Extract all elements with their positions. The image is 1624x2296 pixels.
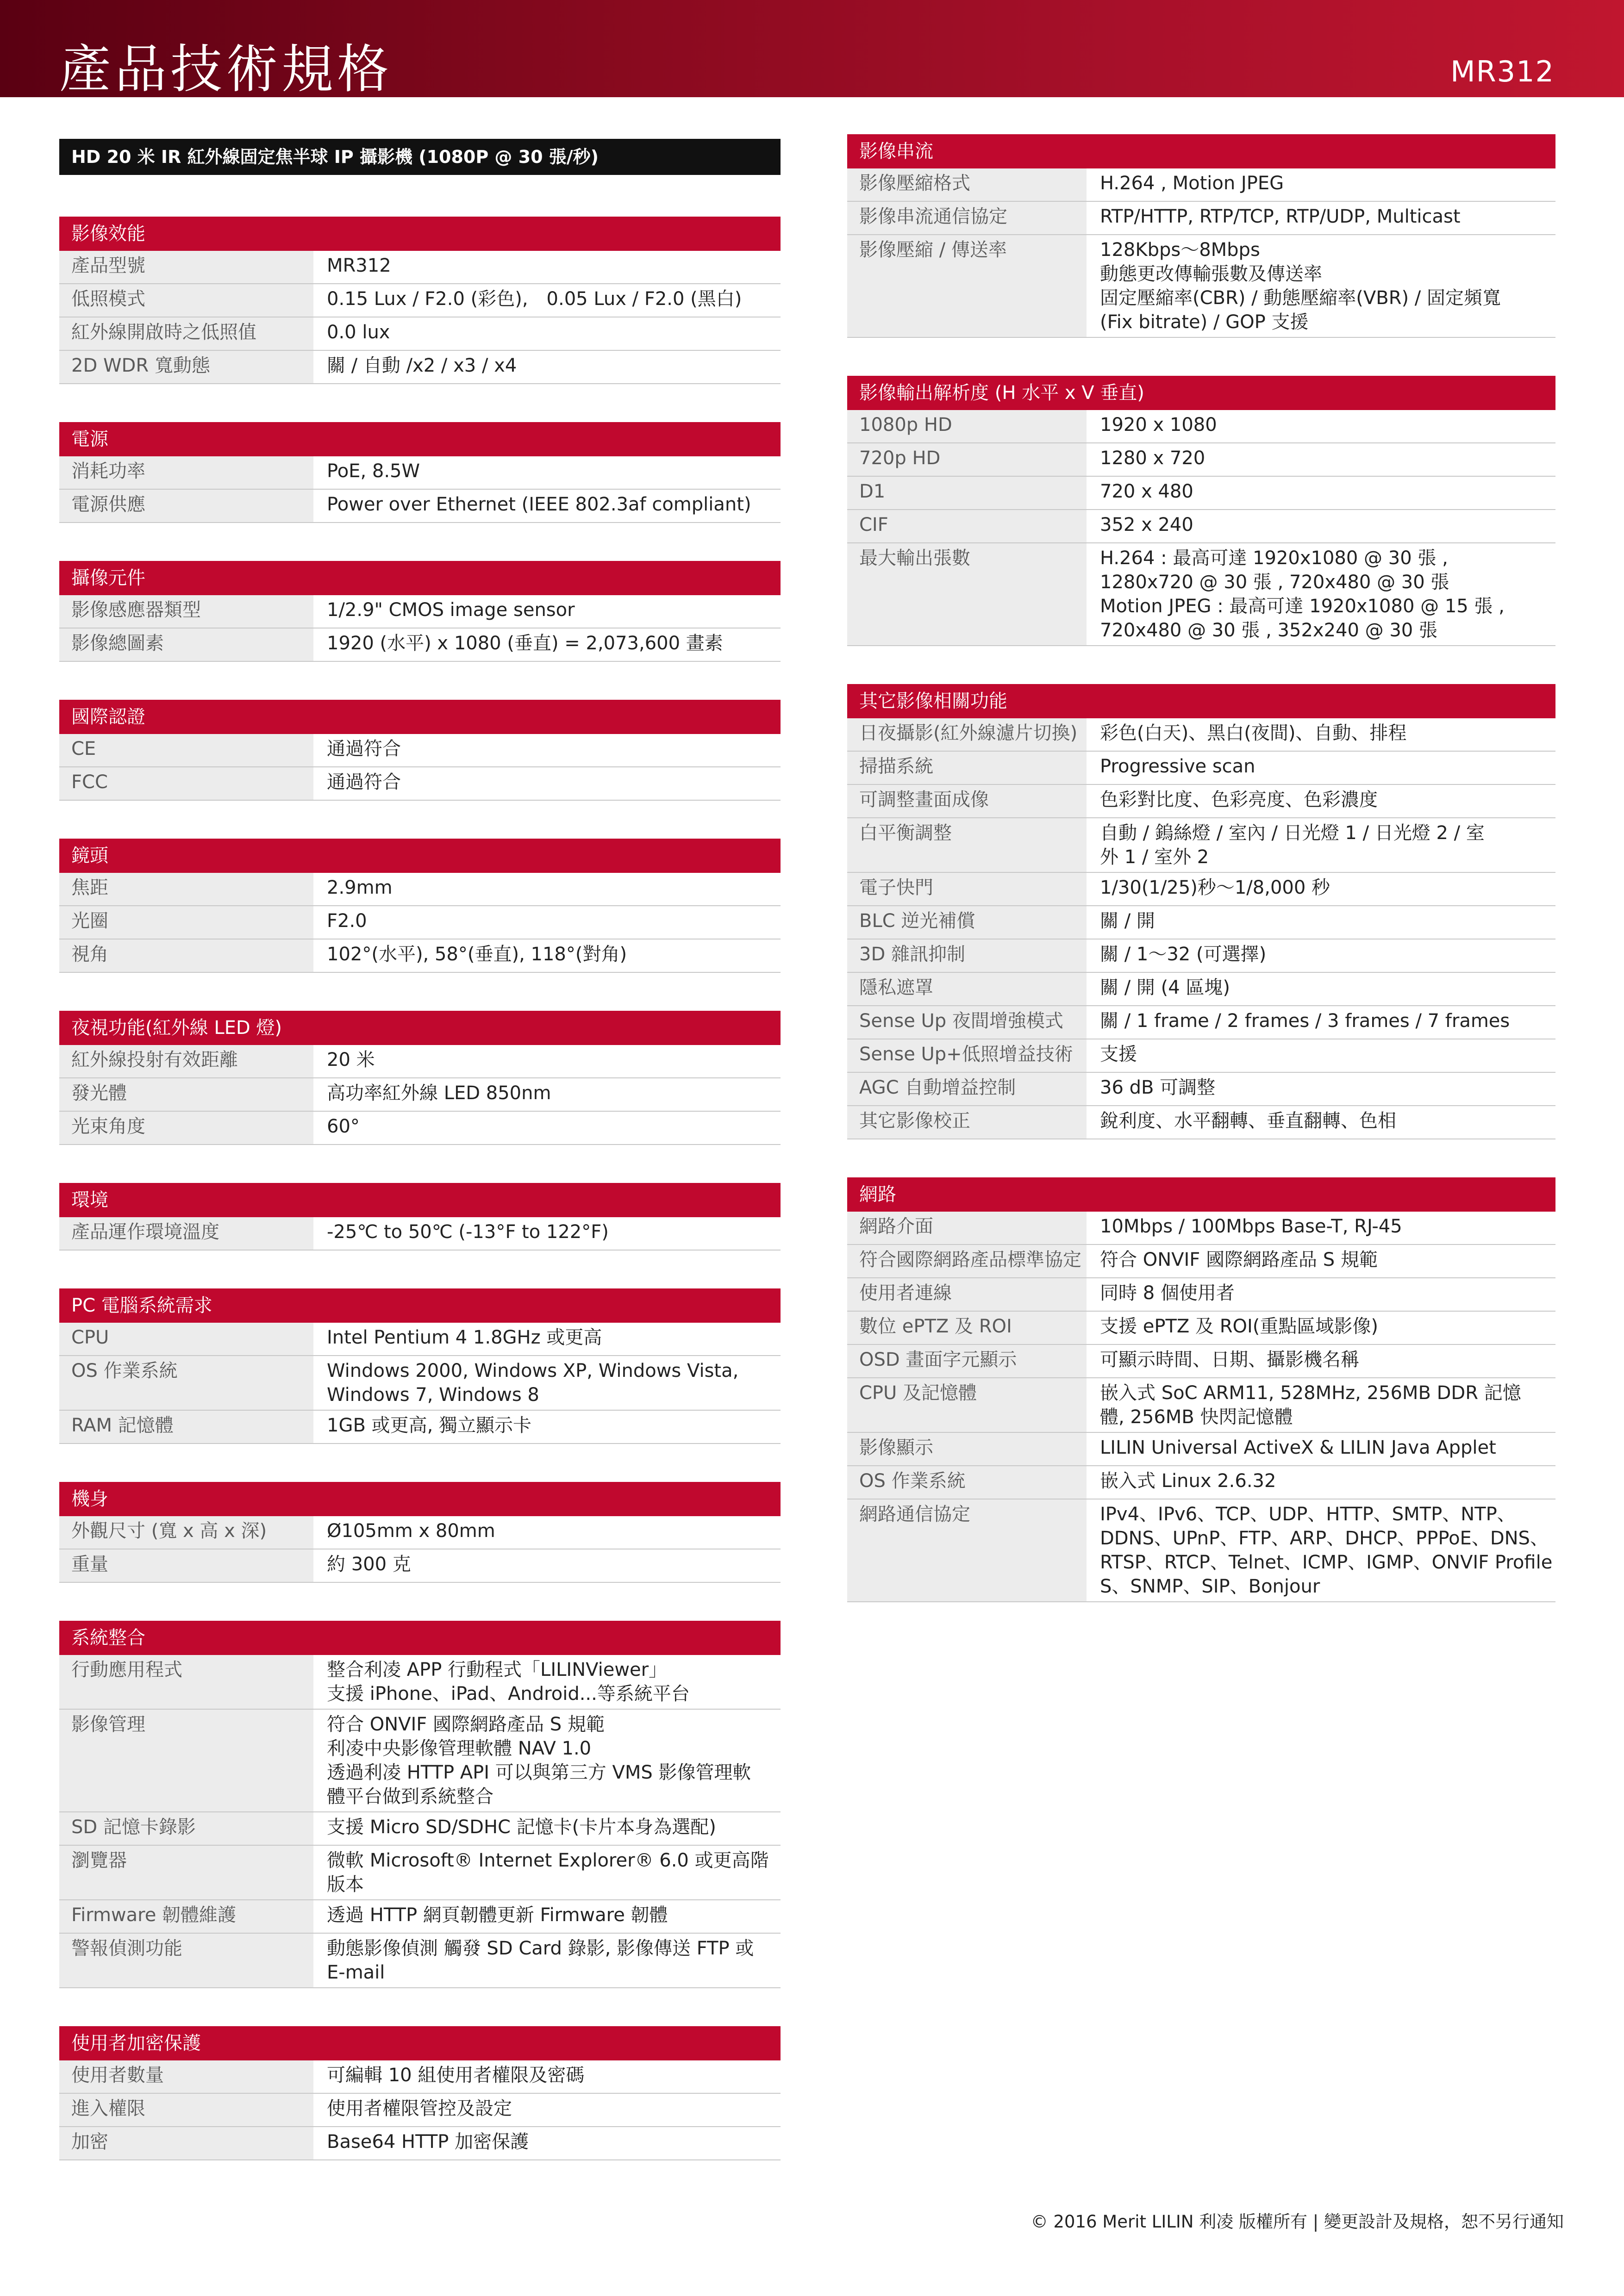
spec-section <box>59 1482 781 1583</box>
spec-label: Sense Up 夜間增強模式 <box>847 1006 1088 1039</box>
spec-label: FCC <box>59 767 315 800</box>
spec-label: 影像壓縮 / 傳送率 <box>847 235 1088 337</box>
spec-label: 加密 <box>59 2127 315 2159</box>
spec-value: 可編輯 10 組使用者權限及密碼 <box>327 2065 585 2086</box>
spec-row <box>59 1900 781 1934</box>
left-column <box>59 139 781 2198</box>
spec-row <box>59 1356 781 1411</box>
spec-label: 行動應用程式 <box>59 1655 315 1709</box>
spec-value: 使用者權限管控及設定 <box>327 2098 512 2119</box>
spec-label: 掃描系統 <box>847 752 1088 784</box>
spec-value: -25℃ to 50℃ (-13°F to 122°F) <box>327 1221 609 1243</box>
spec-label: 符合國際網路產品標準協定 <box>847 1245 1088 1277</box>
spec-label: 可調整畫面成像 <box>847 785 1088 817</box>
spec-value: 1GB 或更高, 獨立顯示卡 <box>327 1415 532 1436</box>
spec-value: 支援 Micro SD/SDHC 記憶卡(卡片本身為選配) <box>327 1817 716 1838</box>
section-title: 電源 <box>59 422 781 456</box>
spec-section <box>847 684 1555 1139</box>
spec-row <box>59 1323 781 1356</box>
spec-row <box>847 785 1555 818</box>
spec-label: CPU 及記憶體 <box>847 1378 1088 1432</box>
spec-row <box>847 1106 1555 1139</box>
spec-value: Progressive scan <box>1100 756 1255 777</box>
spec-row <box>59 284 781 317</box>
spec-value: 1/30(1/25)秒～1/8,000 秒 <box>1100 877 1330 898</box>
spec-row <box>59 1549 781 1583</box>
spec-row <box>59 251 781 284</box>
spec-row <box>847 973 1555 1006</box>
spec-label: 光束角度 <box>59 1112 315 1144</box>
spec-label: CE <box>59 734 315 766</box>
section-title: 網路 <box>847 1177 1555 1212</box>
spec-row <box>847 410 1555 443</box>
spec-label: 3D 雜訊抑制 <box>847 940 1088 972</box>
spec-row <box>59 1710 781 1812</box>
spec-row <box>847 443 1555 477</box>
section-title: 系統整合 <box>59 1621 781 1655</box>
spec-value: 透過 HTTP 網頁韌體更新 Firmware 韌體 <box>327 1904 668 1926</box>
spec-row <box>847 1433 1555 1466</box>
spec-label: 焦距 <box>59 873 315 905</box>
spec-label: Sense Up+低照增益技術 <box>847 1039 1088 1072</box>
spec-value: Intel Pentium 4 1.8GHz 或更高 <box>327 1327 602 1348</box>
section-title: 機身 <box>59 1482 781 1516</box>
spec-section <box>59 217 781 384</box>
spec-value: 0.0 lux <box>327 322 390 343</box>
spec-value: 通過符合 <box>327 738 401 759</box>
spec-label: 隱私遮罩 <box>847 973 1088 1005</box>
spec-section <box>847 1177 1555 1602</box>
spec-section <box>847 376 1555 646</box>
spec-label: 消耗功率 <box>59 456 315 489</box>
spec-label: OS 作業系統 <box>59 1356 315 1410</box>
spec-section <box>59 700 781 801</box>
spec-row <box>847 1345 1555 1378</box>
spec-value: 36 dB 可調整 <box>1100 1077 1216 1098</box>
spec-value: 1/2.9" CMOS image sensor <box>327 599 575 621</box>
spec-label: 產品運作環境溫度 <box>59 1217 315 1250</box>
spec-section <box>59 1288 781 1444</box>
spec-value: 嵌入式 SoC ARM11, 528MHz, 256MB DDR 記憶 體, 256MB 快閃記憶體 <box>1100 1382 1521 1428</box>
section-title: 夜視功能(紅外線 LED 燈) <box>59 1011 781 1045</box>
spec-row <box>59 1812 781 1846</box>
spec-label: 電源供應 <box>59 490 315 522</box>
spec-label: AGC 自動增益控制 <box>847 1073 1088 1105</box>
model-name: MR312 <box>1450 55 1555 88</box>
spec-value: MR312 <box>327 255 391 276</box>
spec-value: 102°(水平), 58°(垂直), 118°(對角) <box>327 944 627 965</box>
section-title: PC 電腦系統需求 <box>59 1288 781 1323</box>
spec-value: 符合 ONVIF 國際網路產品 S 規範 <box>1100 1249 1378 1270</box>
spec-label: RAM 記憶體 <box>59 1411 315 1443</box>
spec-value: 通過符合 <box>327 772 401 793</box>
spec-row <box>847 202 1555 235</box>
spec-value: 自動 / 鎢絲燈 / 室內 / 日光燈 1 / 日光燈 2 / 室 外 1 / 室外 2 <box>1100 822 1485 868</box>
spec-value: 同時 8 個使用者 <box>1100 1282 1235 1304</box>
spec-value: Windows 2000, Windows XP, Windows Vista, Windows 7, Windows 8 <box>327 1360 739 1406</box>
spec-value: 彩色(白天)、黑白(夜間)、自動、排程 <box>1100 722 1407 744</box>
spec-row <box>847 818 1555 873</box>
spec-label: 產品型號 <box>59 251 315 283</box>
spec-value: 60° <box>327 1116 360 1137</box>
spec-row <box>847 1312 1555 1345</box>
spec-value: 色彩對比度、色彩亮度、色彩濃度 <box>1100 789 1378 810</box>
product-description: HD 20 米 IR 紅外線固定焦半球 IP 攝影機 (1080P @ 30 張/秒) <box>59 139 781 175</box>
spec-value: 128Kbps～8Mbps 動態更改傳輸張數及傳送率 固定壓縮率(CBR) / 動態壓縮率(VBR) / 固定頻寬 (Fix bitrate) / GOP 支援 <box>1100 239 1501 333</box>
copyright-footer: © 2016 Merit LILIN 利凌 版權所有 | 變更設計及規格，恕不另行通知 <box>1031 2212 1564 2232</box>
spec-row <box>59 2127 781 2160</box>
spec-label: 影像顯示 <box>847 1433 1088 1465</box>
spec-label: BLC 逆光補償 <box>847 906 1088 939</box>
spec-value: 1920 (水平) x 1080 (垂直) = 2,073,600 畫素 <box>327 633 723 654</box>
spec-value: 關 / 自動 /x2 / x3 / x4 <box>327 355 517 376</box>
spec-row <box>59 317 781 351</box>
spec-row <box>847 510 1555 543</box>
spec-row <box>59 1078 781 1112</box>
spec-value: 可顯示時間、日期、攝影機名稱 <box>1100 1349 1359 1370</box>
spec-label: OS 作業系統 <box>847 1466 1088 1499</box>
spec-row <box>847 752 1555 785</box>
spec-value: 高功率紅外線 LED 850nm <box>327 1083 551 1104</box>
spec-value: 2.9mm <box>327 877 393 898</box>
spec-value: RTP/HTTP, RTP/TCP, RTP/UDP, Multicast <box>1100 206 1461 227</box>
spec-value: IPv4、IPv6、TCP、UDP、HTTP、SMTP、NTP、 DDNS、UPnP、FTP、ARP、DHCP、PPPoE、DNS、 RTSP、RTCP、Telnet、ICMP、IGMP、ONVIF Profile S、SNMP、SIP、Bonjour <box>1100 1504 1553 1597</box>
spec-value: 1280 x 720 <box>1100 448 1206 469</box>
spec-row <box>59 1411 781 1444</box>
spec-label: CPU <box>59 1323 315 1355</box>
spec-row <box>59 1934 781 1988</box>
spec-label: 瀏覽器 <box>59 1846 315 1899</box>
section-title: 鏡頭 <box>59 839 781 873</box>
spec-row <box>847 1245 1555 1278</box>
section-title: 影像輸出解析度 (H 水平 x V 垂直) <box>847 376 1555 410</box>
spec-value: 720 x 480 <box>1100 481 1193 502</box>
spec-label: 發光體 <box>59 1078 315 1111</box>
spec-row <box>847 1466 1555 1500</box>
spec-label: 網路介面 <box>847 1212 1088 1244</box>
section-title: 攝像元件 <box>59 561 781 595</box>
spec-label: 1080p HD <box>847 410 1088 442</box>
spec-label: CIF <box>847 510 1088 542</box>
section-title: 其它影像相關功能 <box>847 684 1555 718</box>
spec-value: 關 / 開 (4 區塊) <box>1100 977 1230 998</box>
spec-row <box>59 490 781 523</box>
section-title: 影像串流 <box>847 134 1555 168</box>
spec-value: 20 米 <box>327 1049 375 1070</box>
spec-row <box>59 2060 781 2094</box>
spec-value: 支援 ePTZ 及 ROI(重點區域影像) <box>1100 1316 1378 1337</box>
spec-row <box>847 1278 1555 1312</box>
spec-value: 1920 x 1080 <box>1100 414 1217 436</box>
spec-row <box>847 718 1555 752</box>
spec-row <box>59 1846 781 1900</box>
spec-section <box>59 1183 781 1251</box>
spec-label: Firmware 韌體維護 <box>59 1900 315 1933</box>
spec-label: 使用者數量 <box>59 2060 315 2093</box>
spec-label: 日夜攝影(紅外線濾片切換) <box>847 718 1088 751</box>
spec-value: Power over Ethernet (IEEE 802.3af compliant) <box>327 494 751 515</box>
spec-value: 關 / 1 frame / 2 frames / 3 frames / 7 frames <box>1100 1010 1510 1032</box>
section-title: 影像效能 <box>59 217 781 251</box>
spec-row <box>59 2094 781 2127</box>
spec-label: 白平衡調整 <box>847 818 1088 872</box>
spec-row <box>847 940 1555 973</box>
spec-label: D1 <box>847 477 1088 509</box>
spec-label: 最大輸出張數 <box>847 543 1088 645</box>
spec-row <box>59 1217 781 1251</box>
spec-label: 影像總圖素 <box>59 628 315 661</box>
spec-label: 2D WDR 寬動態 <box>59 351 315 383</box>
left-spec-sections <box>59 217 781 2160</box>
spec-value: 352 x 240 <box>1100 514 1193 535</box>
spec-value: 符合 ONVIF 國際網路產品 S 規範 利凌中央影像管理軟體 NAV 1.0 透過利凌 HTTP API 可以與第三方 VMS 影像管理軟 體平台做到系統整合 <box>327 1714 751 1807</box>
page-title: 產品技術規格 <box>59 39 393 100</box>
spec-value: H.264 , Motion JPEG <box>1100 173 1284 194</box>
spec-row <box>59 1045 781 1078</box>
right-spec-sections <box>847 134 1555 1602</box>
spec-row <box>847 906 1555 940</box>
spec-row <box>59 873 781 906</box>
spec-value: Base64 HTTP 加密保護 <box>327 2131 529 2153</box>
spec-value: 關 / 1～32 (可選擇) <box>1100 944 1267 965</box>
spec-section <box>59 422 781 523</box>
spec-row <box>59 734 781 767</box>
spec-label: 重量 <box>59 1549 315 1582</box>
spec-section <box>59 1011 781 1145</box>
spec-row <box>59 1112 781 1145</box>
spec-row <box>59 767 781 801</box>
spec-value: 微軟 Microsoft® Internet Explorer® 6.0 或更高階 版本 <box>327 1850 769 1895</box>
spec-row <box>847 477 1555 510</box>
spec-row <box>847 543 1555 646</box>
spec-label: 低照模式 <box>59 284 315 317</box>
spec-value: 銳利度、水平翻轉、垂直翻轉、色相 <box>1100 1110 1396 1132</box>
spec-row <box>59 595 781 628</box>
spec-value: 支援 <box>1100 1044 1137 1065</box>
spec-label: SD 記憶卡錄影 <box>59 1812 315 1845</box>
spec-value: 10Mbps / 100Mbps Base-T, RJ-45 <box>1100 1216 1402 1237</box>
spec-row <box>59 906 781 940</box>
spec-label: 網路通信協定 <box>847 1500 1088 1601</box>
spec-label: 紅外線投射有效距離 <box>59 1045 315 1077</box>
spec-value: 動態影像偵測 觸發 SD Card 錄影, 影像傳送 FTP 或 E-mail <box>327 1938 754 1983</box>
spec-value: 0.15 Lux / F2.0 (彩色), 0.05 Lux / F2.0 (黑白) <box>327 288 742 310</box>
spec-section <box>59 839 781 973</box>
spec-row <box>847 1212 1555 1245</box>
spec-row <box>847 235 1555 338</box>
spec-row <box>847 1500 1555 1602</box>
spec-row <box>59 1516 781 1549</box>
spec-value: 嵌入式 Linux 2.6.32 <box>1100 1470 1276 1492</box>
spec-row <box>59 456 781 490</box>
page-header <box>0 0 1624 100</box>
spec-row <box>847 873 1555 906</box>
spec-label: 影像感應器類型 <box>59 595 315 628</box>
spec-label: OSD 畫面字元顯示 <box>847 1345 1088 1377</box>
spec-value: 關 / 開 <box>1100 910 1155 932</box>
spec-row <box>847 1378 1555 1433</box>
spec-row <box>847 1006 1555 1039</box>
spec-value: 約 300 克 <box>327 1554 411 1575</box>
spec-section <box>59 561 781 662</box>
spec-row <box>59 351 781 384</box>
spec-label: 影像管理 <box>59 1710 315 1811</box>
spec-row <box>847 1039 1555 1073</box>
spec-label: 720p HD <box>847 443 1088 476</box>
spec-section <box>847 134 1555 338</box>
spec-value: H.264 : 最高可達 1920x1080 @ 30 張 , 1280x720 @ 30 張 , 720x480 @ 30 張 Motion JPEG : 最高可達 1920x1080 @ 15 張 , 720x480 @ 30 張 , 352x240 @ 30 張 <box>1100 548 1505 641</box>
spec-section <box>59 1621 781 1988</box>
spec-label: 電子快門 <box>847 873 1088 905</box>
right-column <box>847 134 1555 1640</box>
spec-label: 其它影像校正 <box>847 1106 1088 1139</box>
spec-row <box>847 1073 1555 1106</box>
spec-row <box>59 1655 781 1710</box>
spec-value: PoE, 8.5W <box>327 460 420 482</box>
spec-label: 警報偵測功能 <box>59 1934 315 1987</box>
spec-label: 影像串流通信協定 <box>847 202 1088 234</box>
spec-row <box>847 168 1555 202</box>
section-title: 國際認證 <box>59 700 781 734</box>
section-title: 環境 <box>59 1183 781 1217</box>
section-title: 使用者加密保護 <box>59 2026 781 2060</box>
spec-row <box>59 628 781 662</box>
spec-label: 外觀尺寸 (寬 x 高 x 深) <box>59 1516 315 1549</box>
spec-row <box>59 940 781 973</box>
spec-section <box>59 2026 781 2160</box>
spec-value: 整合利凌 APP 行動程式「LILINViewer」 支援 iPhone、iPad、Android...等系統平台 <box>327 1659 690 1705</box>
spec-label: 視角 <box>59 940 315 972</box>
spec-value: Ø105mm x 80mm <box>327 1520 495 1542</box>
spec-label: 使用者連線 <box>847 1278 1088 1311</box>
spec-label: 光圈 <box>59 906 315 939</box>
spec-value: LILIN Universal ActiveX & LILIN Java Applet <box>1100 1437 1496 1458</box>
spec-label: 影像壓縮格式 <box>847 168 1088 201</box>
spec-label: 紅外線開啟時之低照值 <box>59 317 315 350</box>
spec-label: 進入權限 <box>59 2094 315 2126</box>
spec-value: F2.0 <box>327 910 367 932</box>
spec-label: 數位 ePTZ 及 ROI <box>847 1312 1088 1344</box>
